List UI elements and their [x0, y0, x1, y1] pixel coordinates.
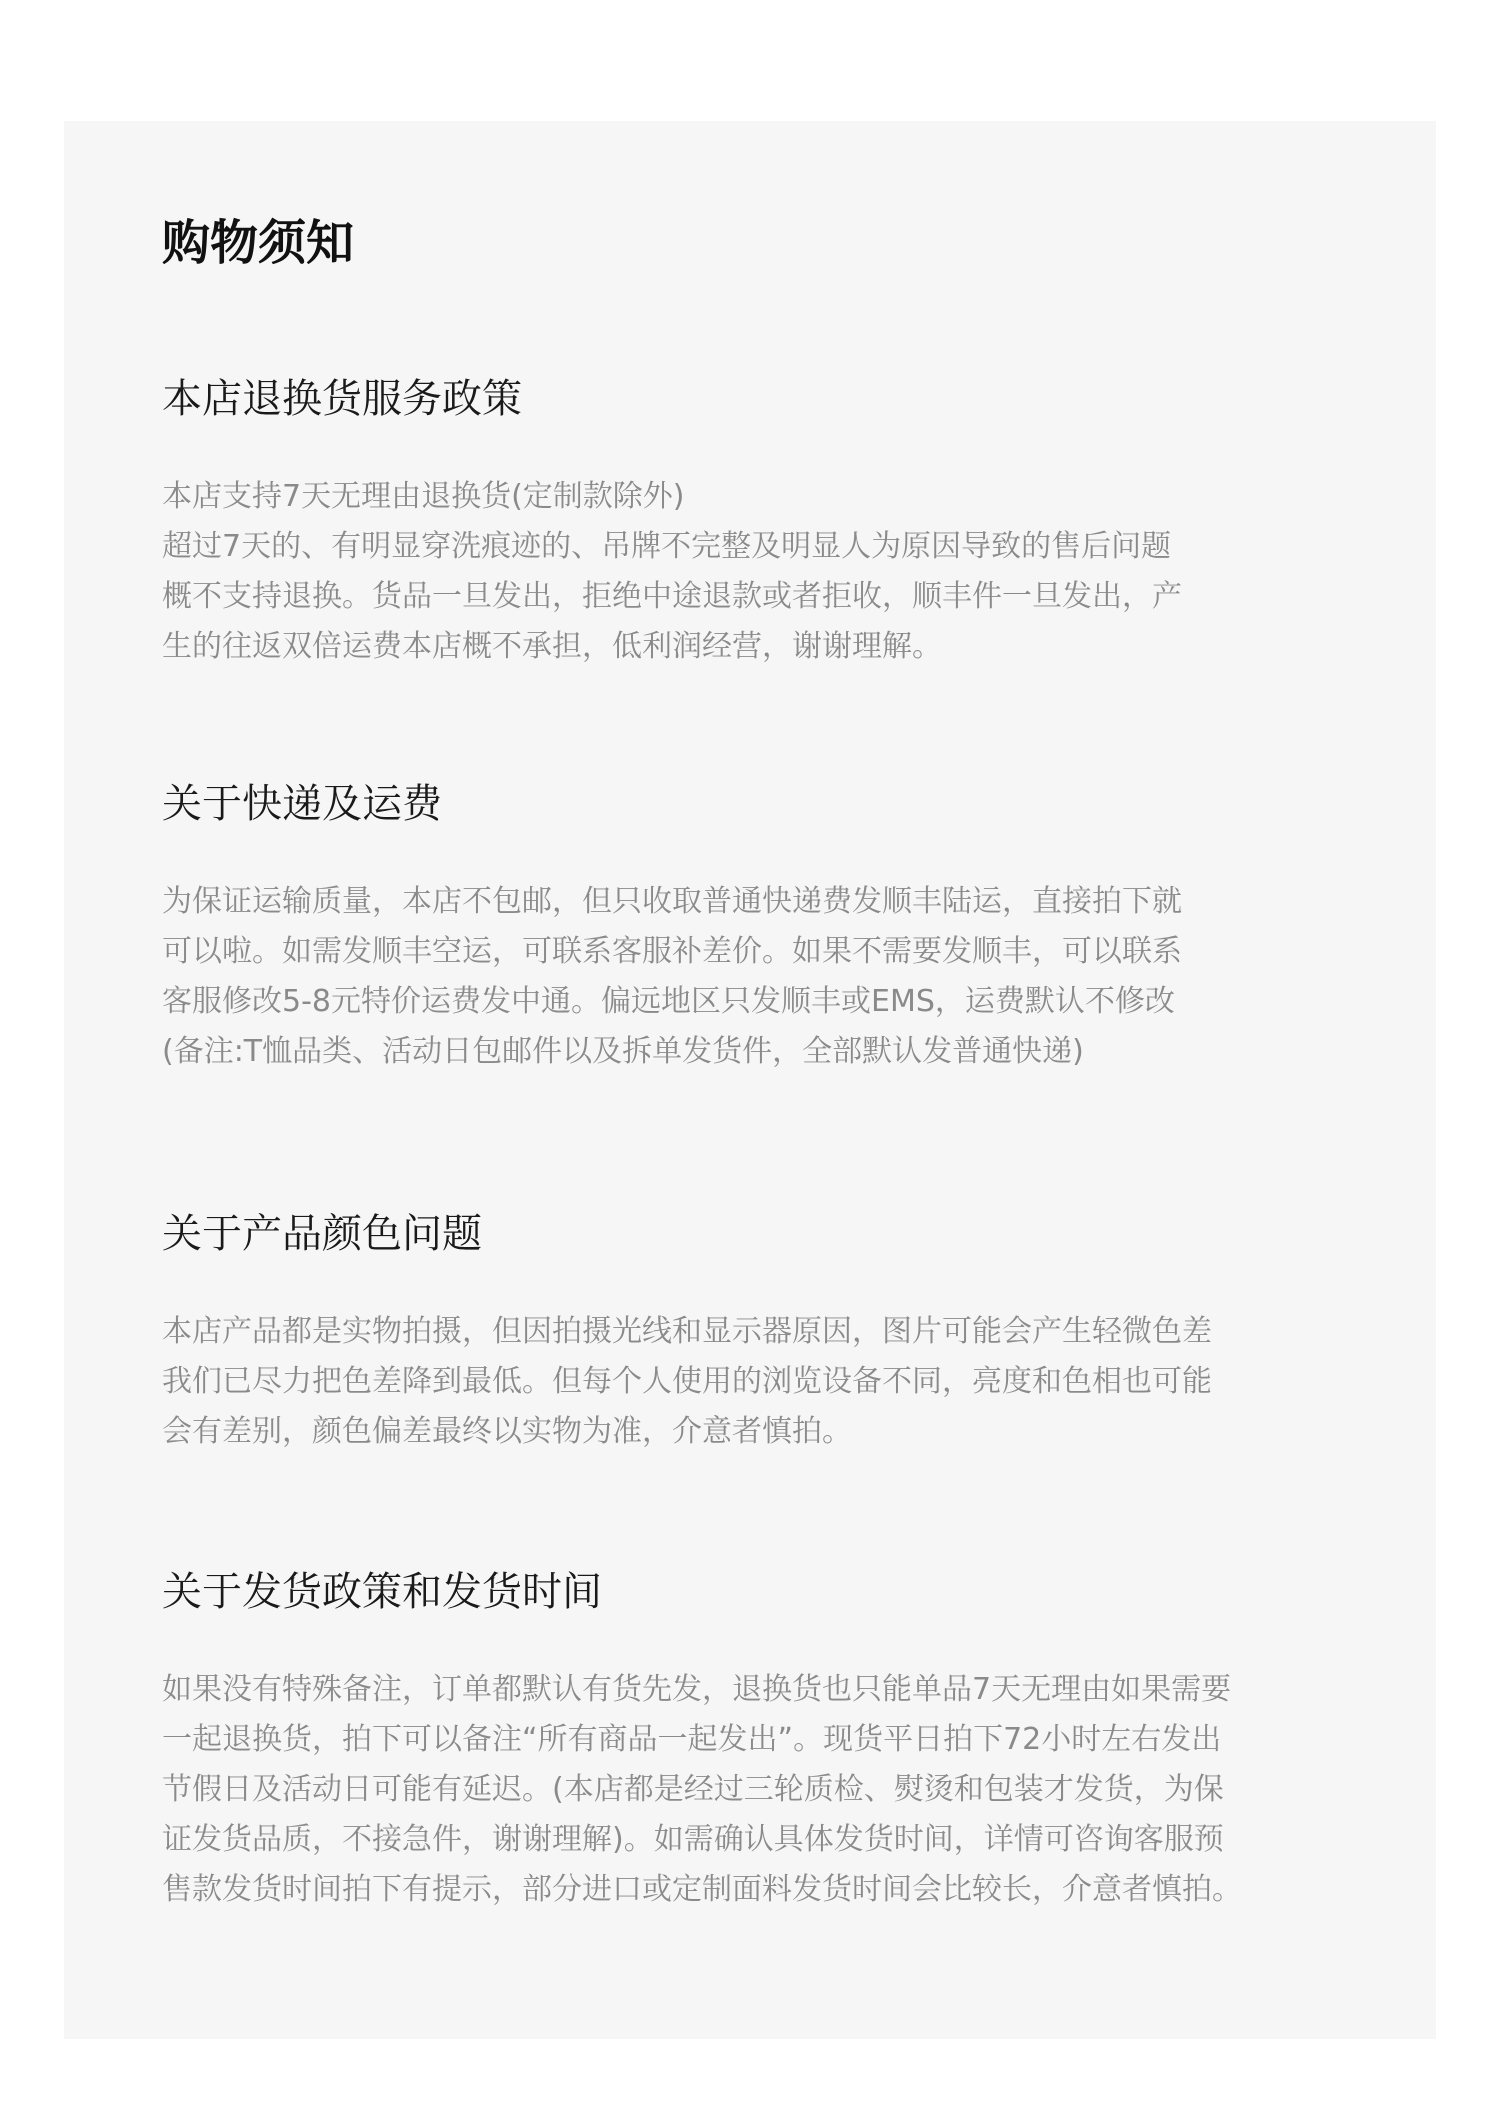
body-line: 可以啦。如需发顺丰空运，可联系客服补差价。如果不需要发顺丰，可以联系 — [162, 934, 1182, 969]
section-heading: 关于产品颜色问题 — [162, 1211, 482, 1257]
section-heading: 关于快递及运费 — [162, 781, 442, 827]
body-line: 为保证运输质量，本店不包邮，但只收取普通快递费发顺丰陆运，直接拍下就 — [162, 884, 1182, 919]
section-product-color — [162, 1209, 1402, 1457]
body-line: 节假日及活动日可能有延迟。(本店都是经过三轮质检、熨烫和包装才发货，为保 — [162, 1772, 1224, 1807]
shopping-notice-panel — [64, 121, 1436, 2039]
section-body — [162, 472, 1402, 672]
body-line: 概不支持退换。货品一旦发出，拒绝中途退款或者拒收，顺丰件一旦发出，产 — [162, 579, 1182, 614]
section-body — [162, 1665, 1402, 1915]
body-line: 如果没有特殊备注，订单都默认有货先发，退换货也只能单品7天无理由如果需要 — [162, 1672, 1232, 1707]
page-title: 购物须知 — [162, 215, 355, 271]
body-line: 本店支持7天无理由退换货(定制款除外) — [162, 479, 685, 514]
body-line: 客服修改5-8元特价运费发中通。偏远地区只发顺丰或EMS，运费默认不修改 — [162, 984, 1175, 1019]
section-body — [162, 1307, 1402, 1457]
section-return-policy — [162, 374, 1402, 672]
body-line: 一起退换货，拍下可以备注“所有商品一起发出”。现货平日拍下72小时左右发出 — [162, 1722, 1222, 1757]
section-delivery-policy — [162, 1567, 1402, 1915]
body-line: 超过7天的、有明显穿洗痕迹的、吊牌不完整及明显人为原因导致的售后问题 — [162, 529, 1172, 564]
section-body — [162, 877, 1402, 1077]
body-line: (备注:T恤品类、活动日包邮件以及拆单发货件，全部默认发普通快递) — [162, 1034, 1084, 1069]
body-line: 会有差别，颜色偏差最终以实物为准，介意者慎拍。 — [162, 1414, 852, 1449]
body-line: 我们已尽力把色差降到最低。但每个人使用的浏览设备不同，亮度和色相也可能 — [162, 1364, 1212, 1399]
section-shipping-fees — [162, 779, 1402, 1077]
body-line: 生的往返双倍运费本店概不承担，低利润经营，谢谢理解。 — [162, 629, 942, 664]
section-heading: 关于发货政策和发货时间 — [162, 1569, 602, 1615]
section-heading: 本店退换货服务政策 — [162, 376, 522, 422]
body-line: 售款发货时间拍下有提示，部分进口或定制面料发货时间会比较长，介意者慎拍。 — [162, 1872, 1242, 1907]
body-line: 本店产品都是实物拍摄，但因拍摄光线和显示器原因，图片可能会产生轻微色差 — [162, 1314, 1212, 1349]
body-line: 证发货品质，不接急件，谢谢理解)。如需确认具体发货时间，详情可咨询客服预 — [162, 1822, 1224, 1857]
